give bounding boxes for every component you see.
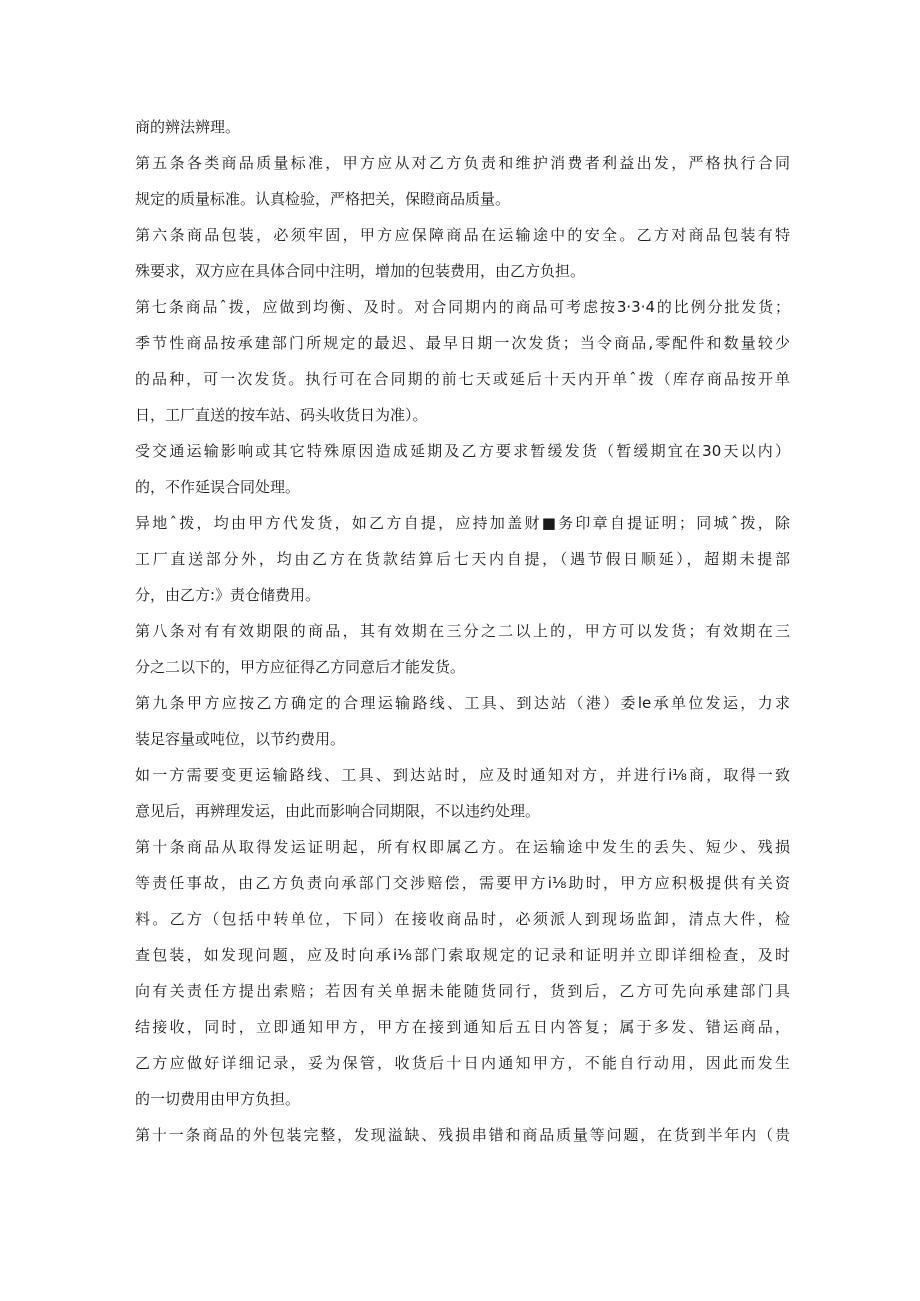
text-line: 的一切费用由甲方负担。 xyxy=(135,1090,301,1108)
text-line: 向有关责任方提出索赔；若因有关单据未能随货同行，货到后，乙方可先向承建部门具 xyxy=(135,982,790,1000)
text-line: 规定的质量标准。认真检验，严格把关，保瞪商品质量。 xyxy=(135,190,511,208)
document-body xyxy=(135,109,790,1153)
text-line: 第十一条商品的外包装完整，发现溢缺、残损串错和商品质量等问题，在货到半年内（贵 xyxy=(135,1126,790,1144)
text-line: 的品种，可一次发货。执行可在合同期的前七天或延后十天内开单ˆ拨（库存商品按开单 xyxy=(135,370,790,388)
text-line: 的，不作延误合同处理。 xyxy=(135,478,301,496)
text-line: 分，由乙方:》责仓储费用。 xyxy=(135,586,321,604)
text-line: 第八条对有有效期限的商品，其有效期在三分之二以上的，甲方可以发货；有效期在三 xyxy=(135,622,790,640)
text-line: 第十条商品从取得发运证明起，所有权即属乙方。在运输途中发生的丢失、短少、残损 xyxy=(135,838,790,856)
text-line: 第五条各类商品质量标准，甲方应从对乙方负责和维护消费者利益出发，严格执行合同 xyxy=(135,154,790,172)
text-line: 乙方应做好详细记录，妥为保管，收货后十日内通知甲方，不能自行动用，因此而发生 xyxy=(135,1054,790,1072)
text-line: 工厂直送部分外，均由乙方在货款结算后七天内自提，（遇节假日顺延），超期未提部 xyxy=(135,550,790,568)
text-line: 日，工厂直送的按车站、码头收货日为准）。 xyxy=(135,406,428,424)
text-line: 第六条商品包装，必须牢固，甲方应保障商品在运输途中的安全。乙方对商品包装有特 xyxy=(135,226,790,244)
text-line: 殊要求，双方应在具体合同中注明，增加的包装费用，由乙方负担。 xyxy=(135,262,586,280)
text-line: 分之二以下的，甲方应征得乙方同意后才能发货。 xyxy=(135,658,466,676)
text-line: 第九条甲方应按乙方确定的合理运输路线、工具、到达站（港）委le承单位发运，力求 xyxy=(135,694,790,712)
text-line: 第七条商品ˆ拨，应做到均衡、及时。对合同期内的商品可考虑按3·3·4的比例分批发货； xyxy=(135,298,790,316)
text-line: 受交通运输影响或其它特殊原因造成延期及乙方要求暂缓发货（暂缓期宜在30天以内） xyxy=(135,442,790,460)
text-line: 装足容量或吨位，以节约费用。 xyxy=(135,730,346,748)
text-line: 异地ˆ拨，均由甲方代发货，如乙方自提，应持加盖财■务印章自提证明；同城ˆ拨，除 xyxy=(135,514,790,532)
text-line: 商的辨法辨理。 xyxy=(135,118,241,136)
text-line: 如一方需要变更运输路线、工具、到达站时，应及时通知对方，并进行i⅛商，取得一致 xyxy=(135,766,790,784)
text-line: 等责任事故，由乙方负责向承部门交涉赔偿，需要甲方i⅛助时，甲方应积极提供有关资 xyxy=(135,874,790,892)
text-line: 料。乙方（包括中转单位，下同）在接收商品时，必须派人到现场监卸，清点大件，检 xyxy=(135,910,790,928)
text-line: 季节性商品按承建部门所规定的最迟、最早日期一次发货；当令商品,零配件和数量较少 xyxy=(135,334,790,352)
text-line: 结接收，同时，立即通知甲方，甲方在接到通知后五日内答复；属于多发、错运商品， xyxy=(135,1018,790,1036)
text-line: 意见后，再辨理发运，由此而影响合同期限，不以违约处理。 xyxy=(135,802,541,820)
text-line: 查包装，如发现问题，应及时向承i⅛部门索取规定的记录和证明并立即详细检查，及时 xyxy=(135,946,790,964)
